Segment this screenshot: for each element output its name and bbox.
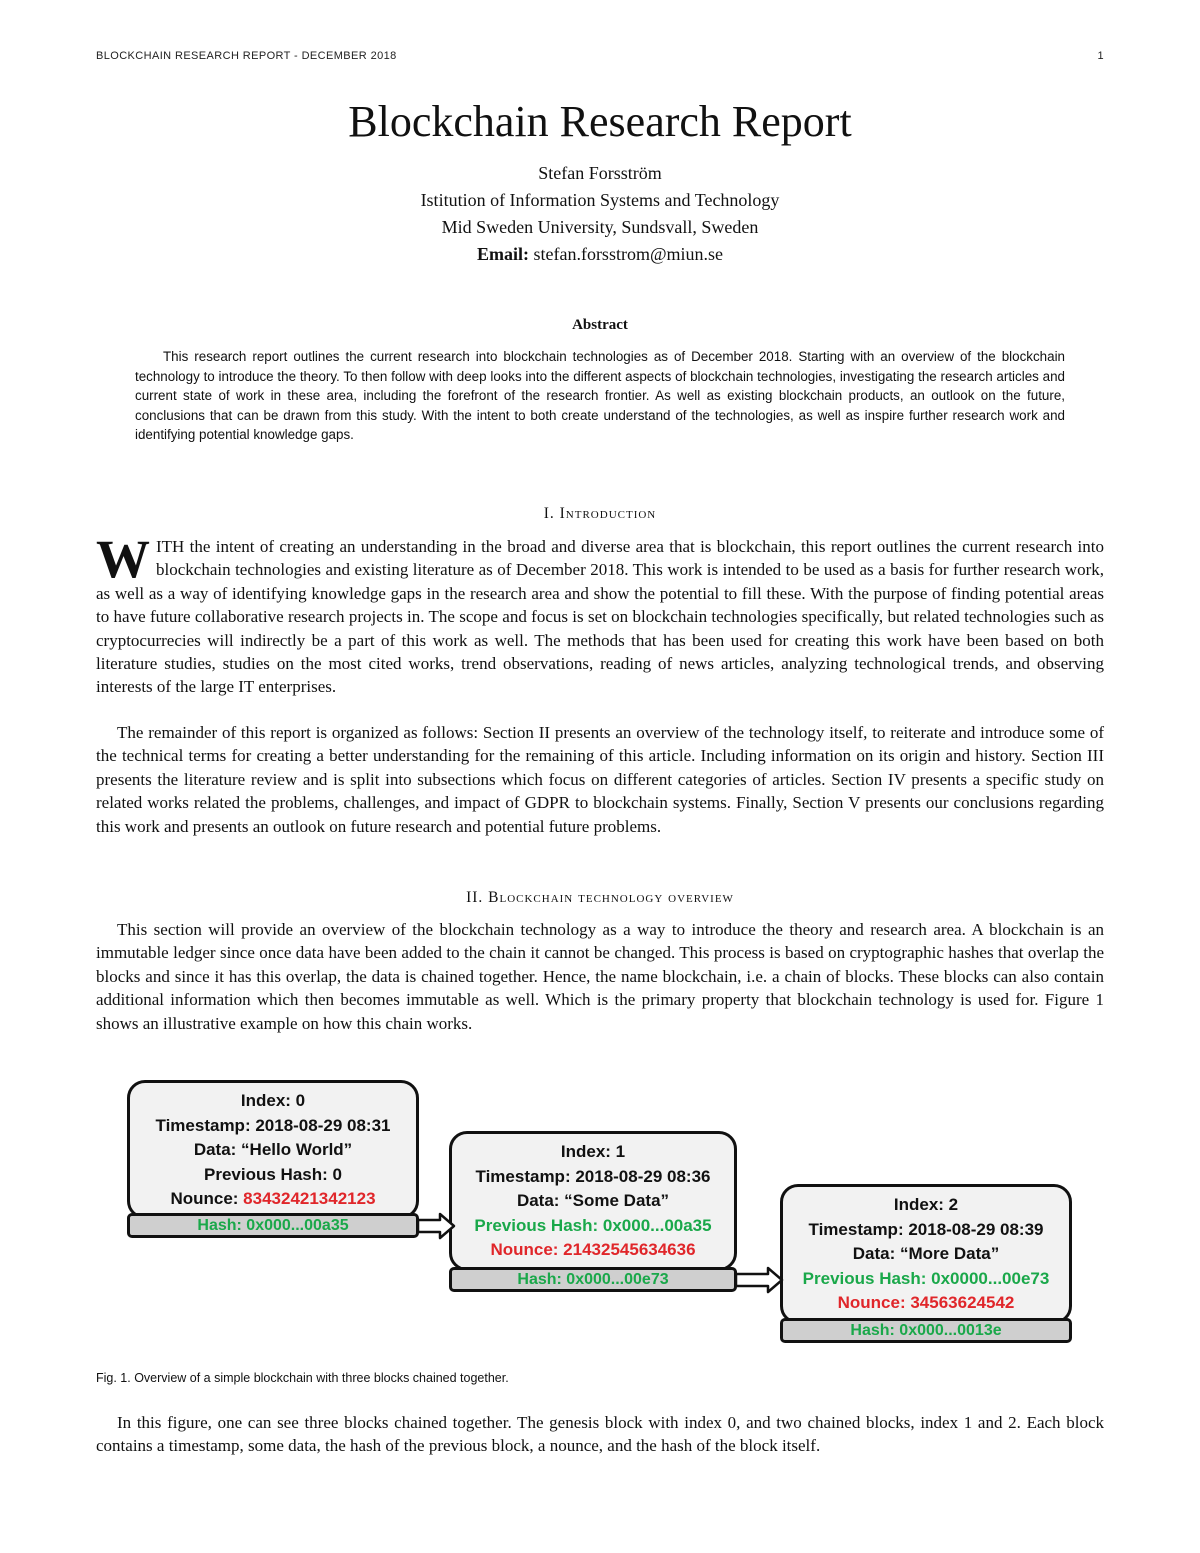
block-1-nounce: Nounce: 21432545634636 — [490, 1240, 696, 1259]
figure-blockchain — [120, 1076, 1080, 1348]
overview-paragraph-2: In this figure, one can see three blocks chained together. The genesis block with index 0, and two chained blocks, index 1 and 2. Each block contains a timestamp, some data, the hash of the previous block, a nounce, and the hash of the block itself. — [96, 1413, 1104, 1456]
author-name: Stefan Forsström — [538, 163, 662, 183]
intro-paragraph-1 — [96, 529, 1104, 699]
block-2-data: Data: “More Data” — [852, 1244, 1000, 1263]
block-2-index: Index: 2 — [893, 1195, 959, 1214]
running-header — [96, 50, 1104, 62]
block-1 — [449, 1131, 737, 1271]
block-1-data: Data: “Some Data” — [516, 1191, 670, 1210]
overview-paragraph-1: This section will provide an overview of the blockchain technology as a way to introduce the theory and research area. A blockchain is an immutable ledger since once data have been added to the chain it cannot be changed. This process is based on cryptographic hashes that overlap the blocks and since it has this overlap, the data is chained together. Hence, the name blockchain, i.e. a chain of blocks. These blocks can also contain additional information which then becomes immutable as well. Which is the primary property that blockchain technology is used for. Figure 1 shows an illustrative example on how this chain works. — [96, 920, 1104, 1033]
author-university: Mid Sweden University, Sundsvall, Sweden — [441, 217, 759, 237]
block-2 — [780, 1184, 1072, 1324]
author-email[interactable]: stefan.forsstrom@miun.se — [533, 244, 724, 264]
block-0-nounce — [130, 1187, 416, 1212]
block-2-hash: Hash: 0x000...0013e — [780, 1318, 1072, 1343]
page-number: 1 — [1097, 50, 1104, 62]
abstract-heading: Abstract — [572, 317, 628, 333]
block-1-prev-hash: Previous Hash: 0x000...00a35 — [474, 1215, 712, 1235]
block-2-timestamp: Timestamp: 2018-08-29 08:39 — [808, 1219, 1044, 1239]
block-0 — [127, 1080, 419, 1219]
running-title: BLOCKCHAIN RESEARCH REPORT - DECEMBER 2018 — [96, 50, 397, 62]
figure-caption: Fig. 1. Overview of a simple blockchain with three blocks chained together. — [96, 1371, 509, 1385]
block-1-index: Index: 1 — [560, 1142, 626, 1161]
dropcap: W — [96, 529, 150, 589]
intro-paragraph-1-text: ITH the intent of creating an understanding in the broad and diverse area that is blockchain, this report outlines the current research into blockchain technologies and existing literature as of December 2018. This work is intended to be used as a basis for further research work, as well as a way of identifying knowledge gaps in the research area and show the potential to fill these. With the purpose of finding potential areas to have future collaborative research projects in. The scope and focus is set on blockchain technologies specifically, but related technologies such as cryptocurrecies will indirectly be a part of this work as well. The methods that has been used for creating this work have been based on both literature studies, studies on the most cited works, trend observations, reading of news articles, analyzing technological trends, and observing interests of the large IT enterprises. — [96, 537, 1104, 697]
author-block — [0, 160, 1200, 268]
block-2-nounce: Nounce: 34563624542 — [837, 1293, 1015, 1312]
block-0-nounce-label: Nounce: — [170, 1189, 244, 1208]
arrow-right-icon — [416, 1212, 456, 1240]
block-0-prev-hash: Previous Hash: 0 — [204, 1164, 342, 1184]
intro-paragraph-2: The remainder of this report is organized as follows: Section II presents an overview of the technology itself, to reiterate and introduce some of the technical terms for creating a better understanding for the remaining of this article. Including information on its origin and history. Section III presents the literature review and is split into subsections which focus on different categories of articles. Section IV presents a specific study on related works related the problems, challenges, and impact of GDPR to blockchain systems. Finally, Section V presents our conclusions regarding this work and presents an outlook on future research and potential future problems. — [96, 723, 1104, 836]
section-heading-overview: II. Blockchain technology overview — [466, 889, 734, 906]
author-affiliation: Istitution of Information Systems and Technology — [420, 190, 780, 210]
block-1-hash: Hash: 0x000...00e73 — [449, 1267, 737, 1292]
section-heading-introduction: I. Introduction — [543, 505, 657, 522]
paper-title: Blockchain Research Report — [348, 97, 852, 146]
block-1-timestamp: Timestamp: 2018-08-29 08:36 — [475, 1166, 711, 1186]
email-label: Email: — [476, 244, 529, 264]
block-0-hash: Hash: 0x000...00a35 — [127, 1213, 419, 1238]
block-0-data: Data: “Hello World” — [193, 1140, 353, 1159]
block-0-index: Index: 0 — [240, 1091, 306, 1110]
block-0-timestamp: Timestamp: 2018-08-29 08:31 — [155, 1115, 391, 1135]
arrow-right-icon — [734, 1266, 784, 1294]
author-email-line — [0, 241, 1200, 268]
block-0-nounce-value: 83432421342123 — [243, 1189, 376, 1208]
block-2-prev-hash: Previous Hash: 0x0000...00e73 — [802, 1268, 1050, 1288]
abstract-text: This research report outlines the current research into blockchain technologies as of December 2018. Starting with an overview of the blockchain technology to introduce the theory. To then follow with deep looks into the different aspects of blockchain technologies, investigating the research articles and current state of work in these area, including the forefront of the research frontier. As well as existing blockchain products, an outlook on the future, conclusions that can be drawn from this study. With the intent to both create understand of the technologies, as well as inspire further research work and identifying potential knowledge gaps. — [135, 349, 1065, 443]
